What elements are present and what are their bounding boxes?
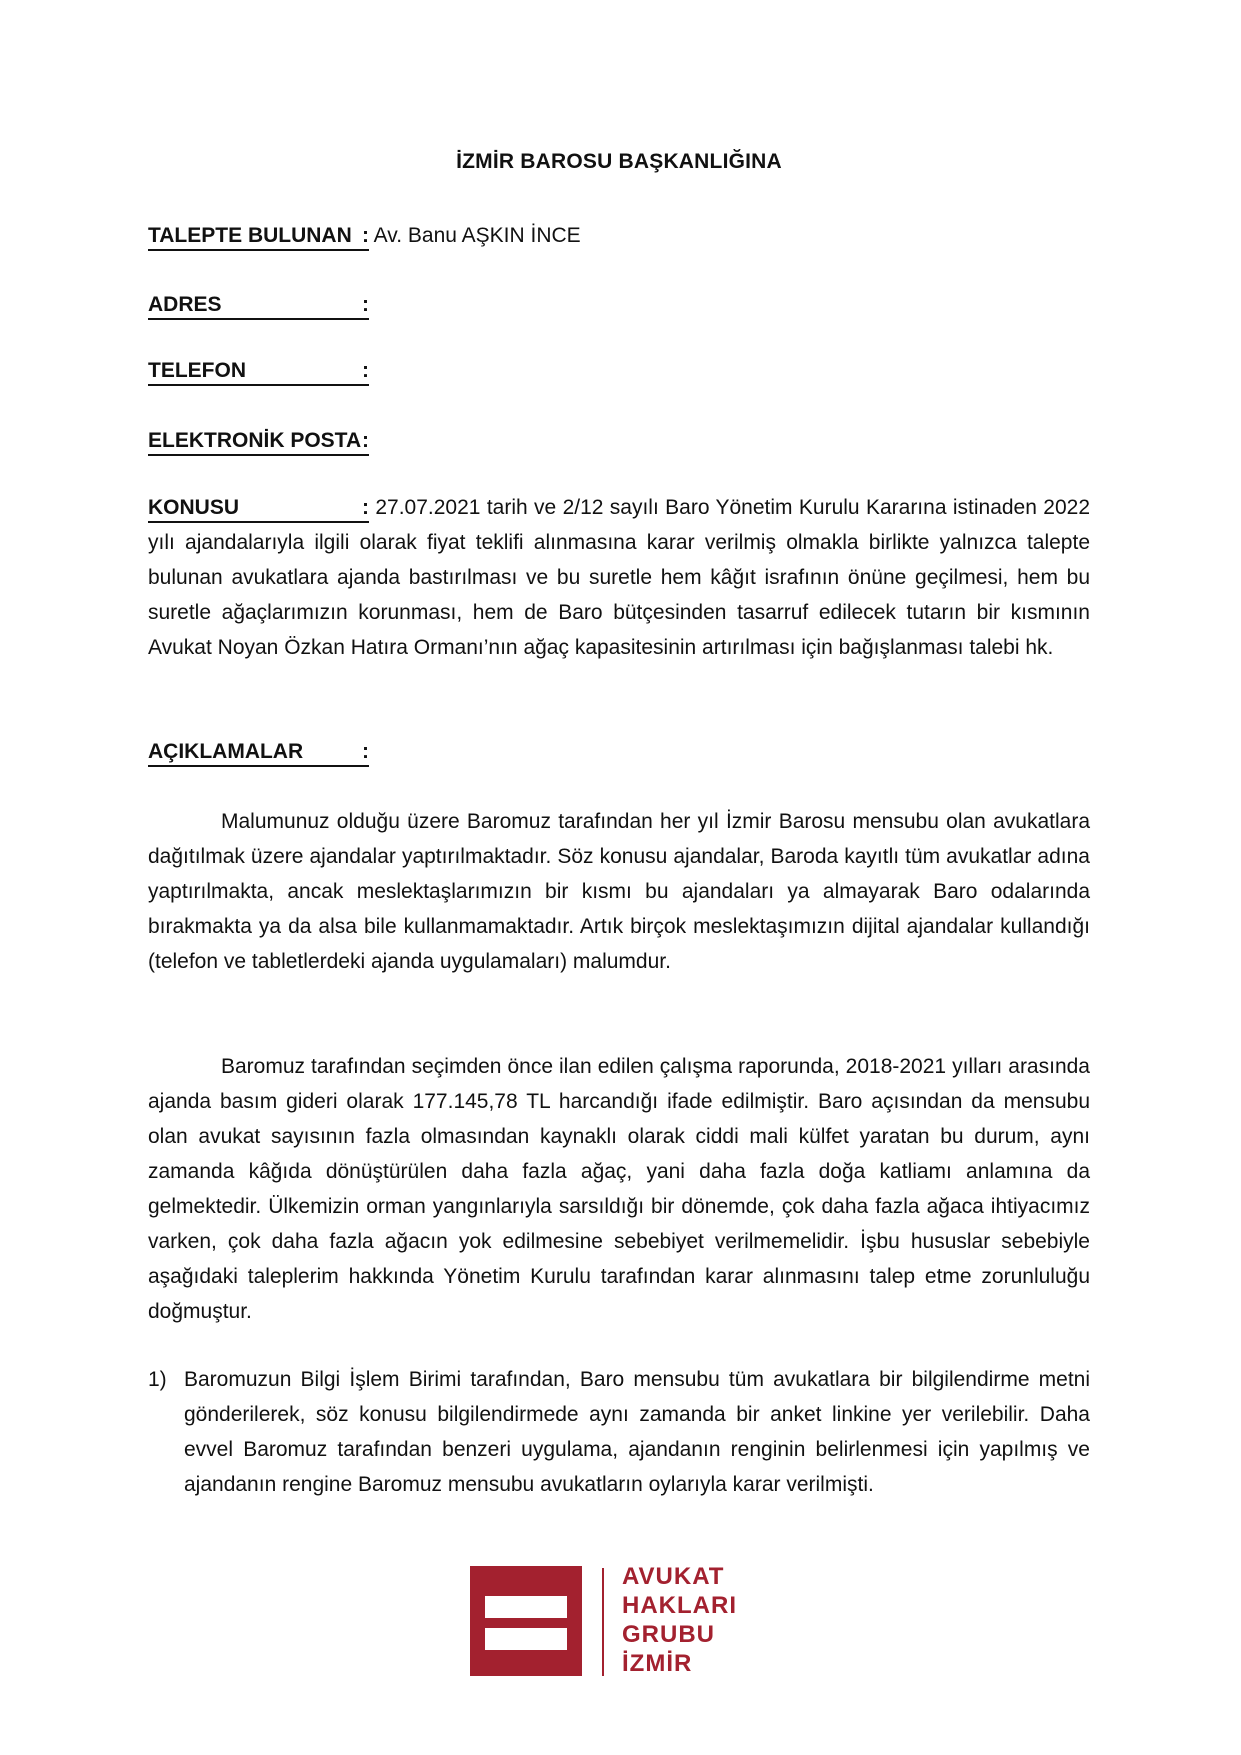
field-phone <box>148 353 369 388</box>
field-label: ADRES : <box>148 292 369 320</box>
explanations-heading <box>148 734 369 769</box>
field-value: Av. Banu AŞKIN İNCE <box>369 224 581 247</box>
explanation-paragraph: Malumunuz olduğu üzere Baromuz tarafından her yıl İzmir Barosu mensubu olan avukatlara dağıtılmak üzere ajandalar yaptırılmaktadır. Söz konusu ajandalar, Baroda kayıtlı tüm avukatlar adına yaptırılmakta, ancak meslektaşlarımızın bir kısmı bu ajandaları ya almayarak Baro odalarında bırakmakta ya da alsa bile kullanmamaktadır. Artık birçok meslektaşımızın dijital ajandalar kullandığı (telefon ve tabletlerdeki ajanda uygulamaları) malumdur. <box>148 810 1090 973</box>
equals-mark-icon <box>470 1566 582 1676</box>
field-label: TELEFON : <box>148 358 369 386</box>
field-label: TALEPTE BULUNAN : <box>148 223 369 251</box>
explanation-paragraph: Baromuz tarafından seçimden önce ilan edilen çalışma raporunda, 2018-2021 yılları arasında ajanda basım gideri olarak 177.145,78 TL harcandığı ifade edilmiştir. Baro açısından da mensubu olan avukat sayısının fazla olmasından kaynaklı olarak ciddi mali külfet yaratan bu durum, aynı zamanda kâğıda dönüştürülen daha fazla ağaç, yani daha fazla doğa katliamı anlamına da gelmektedir. Ülkemizin orman yangınlarıyla sarsıldığı bir dönemde, çok daha fazla ağaca ihtiyacımız varken, çok daha fazla ağacın yok edilmesine sebebiyet verilmemelidir. İşbu hususlar sebebiyle aşağıdaki taleplerim hakkında Yönetim Kurulu tarafından karar alınmasını talep etme zorunluluğu doğmuştur. <box>148 1055 1090 1323</box>
subject-section <box>148 490 1090 665</box>
document-title: İZMİR BAROSU BAŞKANLIĞINA <box>456 150 782 173</box>
logo-divider <box>602 1568 604 1676</box>
request-item <box>148 1362 1090 1502</box>
field-label: ELEKTRONİK POSTA: <box>148 428 369 456</box>
subject-label: KONUSU : <box>148 495 369 523</box>
field-email <box>148 423 369 458</box>
request-text: Baromuzun Bilgi İşlem Birimi tarafından, Baro mensubu tüm avukatlara bir bilgilendirme metni gönderilerek, söz konusu bilgilendirmede aynı zamanda bir anket linkine yer verilebilir. Daha evvel Baromuz tarafından benzeri uygulama, ajandanın renginin belirlenmesi için yapılmış ve ajandanın rengine Baromuz mensubu avukatların oylarıyla karar verilmişti. <box>184 1368 1090 1496</box>
subject-text: 27.07.2021 tarih ve 2/12 sayılı Baro Yönetim Kurulu Kararına istinaden 2022 yılı ajandalarıyla ilgili olarak fiyat teklifi alınmasına karar verilmiş olmakla birlikte yalnızca talepte bulunan avukatlara ajanda bastırılması ve bu suretle hem kâğıt israfının önüne geçilmesi, hem bu suretle ağaçlarımızın korunması, hem de Baro bütçesinden tasarruf edilecek tutarın bir kısmının Avukat Noyan Özkan Hatıra Ormanı’nın ağaç kapasitesinin artırılması için bağışlanması talebi hk. <box>148 496 1090 659</box>
field-address <box>148 287 369 322</box>
logo-wordmark: AVUKAT HAKLARI GRUBU İZMİR <box>622 1563 737 1677</box>
field-requester <box>148 218 581 253</box>
explanations-label: AÇIKLAMALAR : <box>148 739 369 767</box>
request-number: 1) <box>148 1368 167 1391</box>
avukat-haklari-grubu-logo <box>470 1563 770 1686</box>
